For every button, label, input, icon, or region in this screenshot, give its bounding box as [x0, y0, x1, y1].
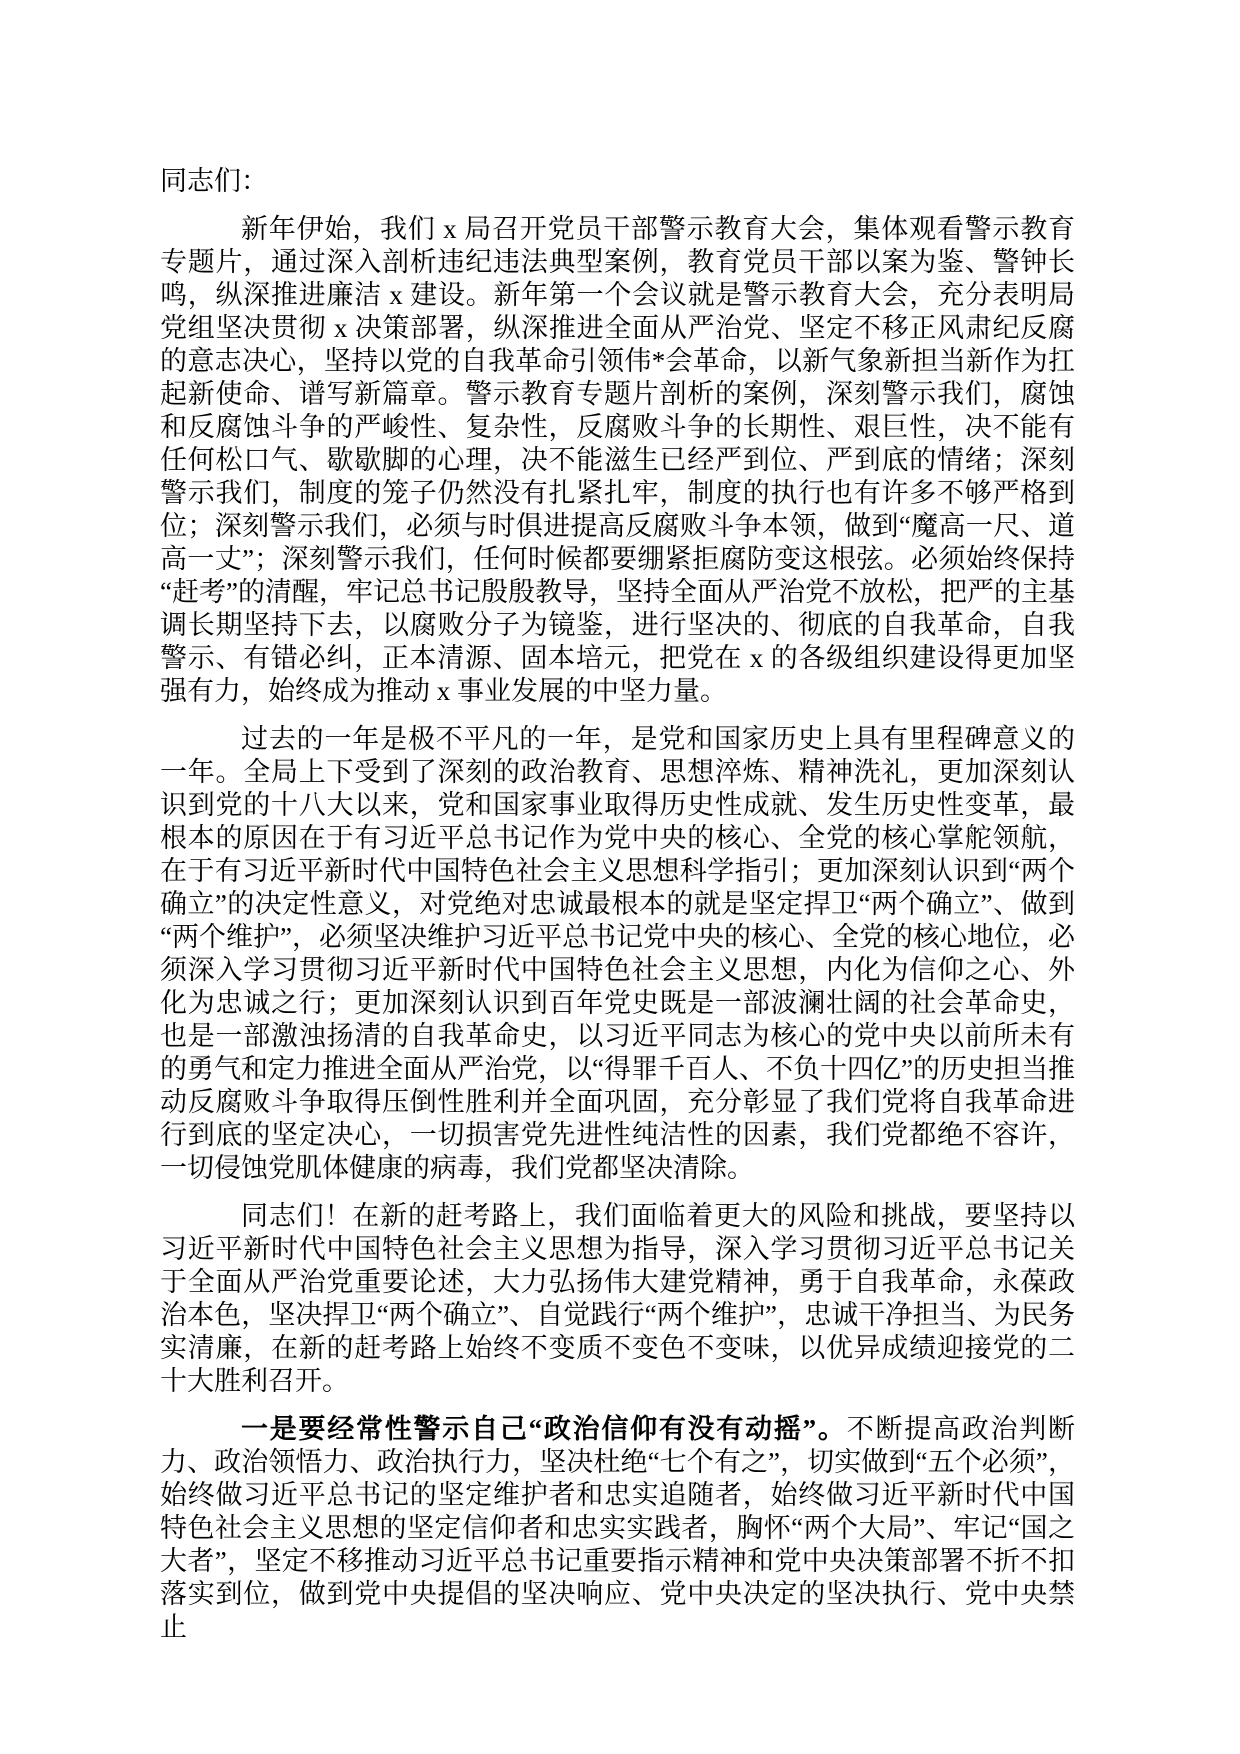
text-run: 不断提高政治判断力、政治领悟力、政治执行力，坚决杜绝“七个有之”，切实做到“五个必须”，始终做习近平总书记的坚定维护者和忠实追随者，始终做习近平新时代中国特色社会主义思想的坚定信仰者和忠实实践者，胸怀“两个大局”、牢记“国之大者”，坚定不移推动习近平总书记重要指示精神和党中央决策部署不折不扣落实到位，做到党中央提倡的坚决响应、党中央决定的坚决执行、党中央禁止: [160, 1414, 1076, 1642]
document-body: [160, 165, 1075, 1644]
salutation: 同志们：: [160, 166, 268, 196]
paragraph: [160, 1413, 1075, 1644]
paragraph: [160, 723, 1075, 1185]
text-run: 同志们！在新的赶考路上，我们面临着更大的风险和挑战，要坚持以习近平新时代中国特色社会主义思想为指导，深入学习贯彻习近平总书记关于全面从严治党重要论述，大力弘扬伟大建党精神，勇于自我革命，永葆政治本色，坚决捍卫“两个确立”、自觉践行“两个维护”，忠诚干净担当、为民务实清廉，在新的赶考路上始终不变质不变色不变味，以优异成绩迎接党的二十大胜利召开。: [160, 1201, 1075, 1396]
text-run: 过去的一年是极不平凡的一年，是党和国家历史上具有里程碑意义的一年。全局上下受到了深刻的政治教育、思想淬炼、精神洗礼，更加深刻认识到党的十八大以来，党和国家事业取得历史性成就、发生历史性变革，最根本的原因在于有习近平总书记作为党中央的核心、全党的核心掌舵领航，在于有习近平新时代中国特色社会主义思想科学指引；更加深刻认识到“两个确立”的决定性意义，对党绝对忠诚最根本的就是坚定捍卫“两个确立”、做到“两个维护”，必须坚决维护习近平总书记党中央的核心、全党的核心地位，必须深入学习贯彻习近平新时代中国特色社会主义思想，内化为信仰之心、外化为忠诚之行；更加深刻认识到百年党史既是一部波澜壮阔的社会革命史，也是一部激浊扬清的自我革命史，以习近平同志为核心的党中央以前所未有的勇气和定力推进全面从严治党，以“得罪千百人、不负十四亿”的历史担当推动反腐败斗争取得压倒性胜利并全面巩固，充分彰显了我们党将自我革命进行到底的坚定决心，一切损害党先进性纯洁性的因素，我们党都绝不容许，一切侵蚀党肌体健康的病毒，我们党都坚决清除。: [160, 724, 1075, 1183]
text-run: 新年伊始，我们 x 局召开党员干部警示教育大会，集体观看警示教育专题片，通过深入剖析违纪违法典型案例，教育党员干部以案为鉴、警钟长鸣，纵深推进廉洁 x 建设。新年第一个会议就是警示教育大会，充分表明局党组坚决贯彻 x 决策部署，纵深推进全面从严治党、坚定不移正风肃纪反腐的意志决心，坚持以党的自我革命引领伟*会革命，以新气象新担当新作为扛起新使命、谱写新篇章。警示教育专题片剖析的案例，深刻警示我们，腐蚀和反腐蚀斗争的严峻性、复杂性，反腐败斗争的长期性、艰巨性，决不能有任何松口气、歇歇脚的心理，决不能滋生已经严到位、严到底的情绪；深刻警示我们，制度的笼子仍然没有扎紧扎牢，制度的执行也有许多不够严格到位；深刻警示我们，必须与时俱进提高反腐败斗争本领，做到“魔高一尺、道高一丈”；深刻警示我们，任何时候都要绷紧拒腐防变这根弦。必须始终保持“赶考”的清醒，牢记总书记殷殷教导，坚持全面从严治党不放松，把严的主基调长期坚持下去，以腐败分子为镜鉴，进行坚决的、彻底的自我革命，自我警示、有错必纠，正本清源、固本培元，把党在 x 的各级组织建设得更加坚强有力，始终成为推动 x 事业发展的中坚力量。: [160, 214, 1075, 706]
paragraph: [160, 213, 1075, 708]
paragraph-list: [160, 213, 1075, 1644]
paragraph: [160, 1200, 1075, 1398]
bold-run: 一是要经常性警示自己“政治信仰有没有动摇”。: [241, 1414, 847, 1444]
